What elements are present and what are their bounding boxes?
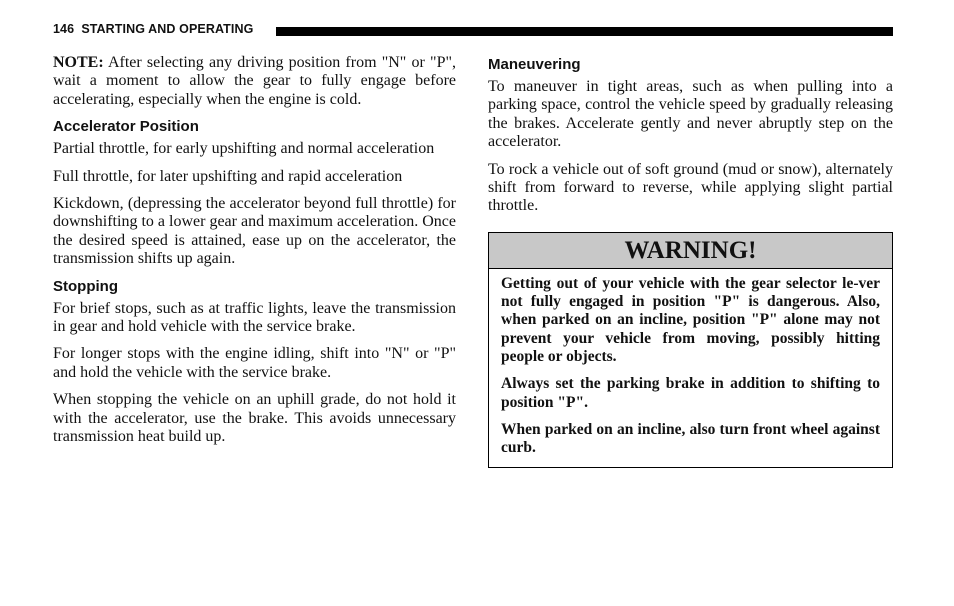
header-rule xyxy=(276,27,893,36)
section-title: STARTING AND OPERATING xyxy=(81,22,254,36)
note-text: After selecting any driving position from "N" or "P", wait a moment to allow the gear to fully engage before accelerating, especially when the engine is cold. xyxy=(53,54,456,108)
left-column xyxy=(53,54,456,456)
stopping-paragraph-2: For longer stops with the engine idling, shift into "N" or "P" and hold the vehicle with the service brake. xyxy=(53,345,456,381)
stopping-paragraph-3: When stopping the vehicle on an uphill grade, do not hold it with the accelerator, use the brake. This avoids unnecessary transmission heat build up. xyxy=(53,391,456,446)
stopping-paragraph-1: For brief stops, such as at traffic lights, leave the transmission in gear and hold vehicle with the service brake. xyxy=(53,299,456,336)
maneuvering-paragraph-2: To rock a vehicle out of soft ground (mud or snow), alternately shift from forward to reverse, while applying slight partial throttle. xyxy=(488,160,893,215)
page-number: 146 xyxy=(53,22,75,36)
note-label: NOTE: xyxy=(53,54,104,71)
stopping-heading: Stopping xyxy=(53,277,118,295)
accelerator-paragraph-2: Full throttle, for later upshifting and rapid acceleration xyxy=(53,167,403,185)
page-header xyxy=(53,20,893,40)
maneuvering-paragraph-1: To maneuver in tight areas, such as when pulling into a parking space, control the vehicle speed by gradually releasing the brakes. Accelerate gently and never abruptly step on the accelerator. xyxy=(488,78,893,151)
accelerator-paragraph-1: Partial throttle, for early upshifting and normal acceleration xyxy=(53,140,435,158)
warning-paragraph-3: When parked on an incline, also turn front wheel against curb. xyxy=(501,420,880,457)
running-head xyxy=(53,22,253,36)
warning-paragraph-2: Always set the parking brake in addition to shifting to position "P". xyxy=(501,375,880,411)
warning-paragraph-1: Getting out of your vehicle with the gear selector le-ver not fully engaged in position "P" is dangerous. Also, when parked on an incline, position "P" alone may not prevent your vehicle from moving, possibly hitting people or objects. xyxy=(501,274,880,366)
accelerator-paragraph-3: Kickdown, (depressing the accelerator beyond full throttle) for downshifting to a lower gear and maximum acceleration. Once the desired speed is attained, ease up on the accelerator, the transmission shifts up again. xyxy=(53,195,456,268)
accelerator-heading: Accelerator Position xyxy=(53,118,199,136)
maneuvering-heading: Maneuvering xyxy=(488,56,581,73)
warning-body xyxy=(489,269,892,458)
note-paragraph xyxy=(53,54,456,109)
warning-title: WARNING! xyxy=(489,233,892,269)
right-column xyxy=(488,54,893,468)
warning-box xyxy=(488,232,893,468)
